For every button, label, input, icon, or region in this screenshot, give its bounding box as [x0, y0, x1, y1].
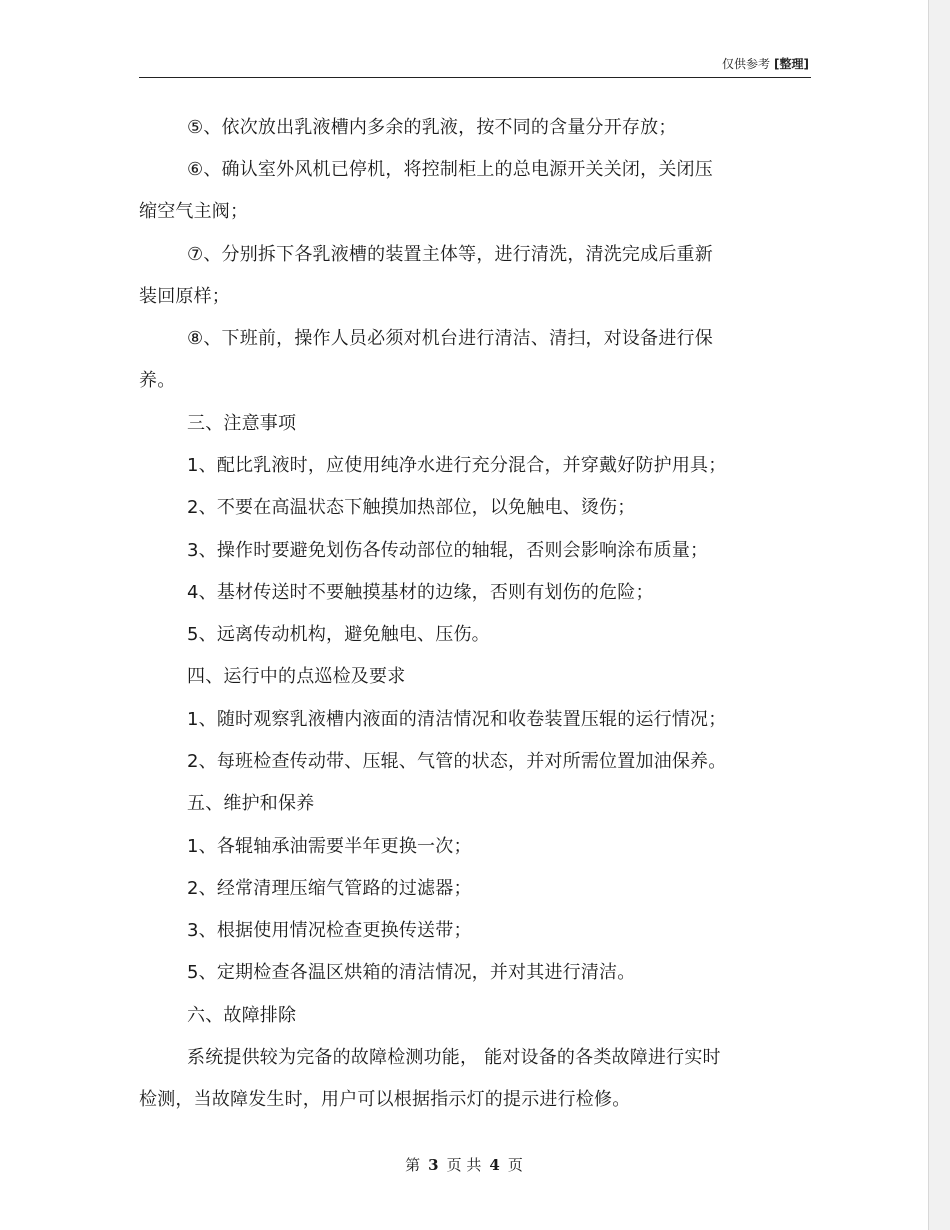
precaution-item-3: 3、操作时要避免划伤各传动部位的轴辊，否则会影响涂布质量；	[187, 540, 709, 561]
precaution-item-4: 4、基材传送时不要触摸基材的边缘，否则有划伤的危险；	[187, 582, 654, 603]
troubleshooting-paragraph-line-2: 检测，当故障发生时，用户可以根据指示灯的提示进行检修。	[139, 1089, 631, 1110]
section-heading-precautions: 三、注意事项	[187, 413, 297, 434]
maintenance-item-2: 2、经常清理压缩气管路的过滤器；	[187, 878, 472, 899]
section-heading-inspection: 四、运行中的点巡检及要求	[187, 666, 406, 687]
header-label: 仅供参考	[722, 57, 771, 71]
step-8-line: ⑧、下班前，操作人员必须对机台进行清洁、清扫，对设备进行保	[187, 328, 713, 349]
step-6-line: ⑥、确认室外风机已停机，将控制柜上的总电源开关关闭，关闭压	[187, 159, 713, 180]
section-heading-troubleshooting: 六、故障排除	[187, 1005, 297, 1026]
maintenance-item-5: 5、定期检查各温区烘箱的清洁情况，并对其进行清洁。	[187, 962, 636, 983]
footer-prefix: 第	[405, 1156, 421, 1174]
page-header	[139, 55, 811, 78]
inspection-item-2: 2、每班检查传动带、压辊、气管的状态，并对所需位置加油保养。	[187, 751, 727, 772]
step-7-line: ⑦、分别拆下各乳液槽的装置主体等，进行清洗，清洗完成后重新	[187, 244, 713, 265]
precaution-item-1: 1、配比乳液时，应使用纯净水进行充分混合，并穿戴好防护用具；	[187, 455, 727, 476]
maintenance-item-3: 3、根据使用情况检查更换传送带；	[187, 920, 472, 941]
footer-mid: 页 共	[446, 1156, 482, 1174]
header-tag: [整理]	[774, 57, 809, 71]
section-heading-maintenance: 五、维护和保养	[187, 793, 315, 814]
total-page-count: 4	[489, 1156, 500, 1174]
inspection-item-1: 1、随时观察乳液槽内液面的清洁情况和收卷装置压辊的运行情况；	[187, 709, 727, 730]
page-edge-shadow	[928, 0, 950, 1230]
step-6-continuation: 缩空气主阀；	[139, 201, 249, 222]
maintenance-item-1: 1、各辊轴承油需要半年更换一次；	[187, 836, 472, 857]
footer-suffix: 页	[507, 1156, 523, 1174]
precaution-item-2: 2、不要在高温状态下触摸加热部位，以免触电、烫伤；	[187, 497, 636, 518]
precaution-item-5: 5、远离传动机构，避免触电、压伤。	[187, 624, 490, 645]
step-8-continuation: 养。	[139, 370, 176, 391]
current-page-number: 3	[428, 1156, 439, 1174]
troubleshooting-paragraph-line-1: 系统提供较为完备的故障检测功能， 能对设备的各类故障进行实时	[187, 1047, 721, 1068]
page-footer	[0, 1155, 928, 1175]
step-5-line: ⑤、依次放出乳液槽内多余的乳液，按不同的含量分开存放；	[187, 117, 677, 138]
step-7-continuation: 装回原样；	[139, 286, 230, 307]
header-text	[722, 56, 809, 72]
